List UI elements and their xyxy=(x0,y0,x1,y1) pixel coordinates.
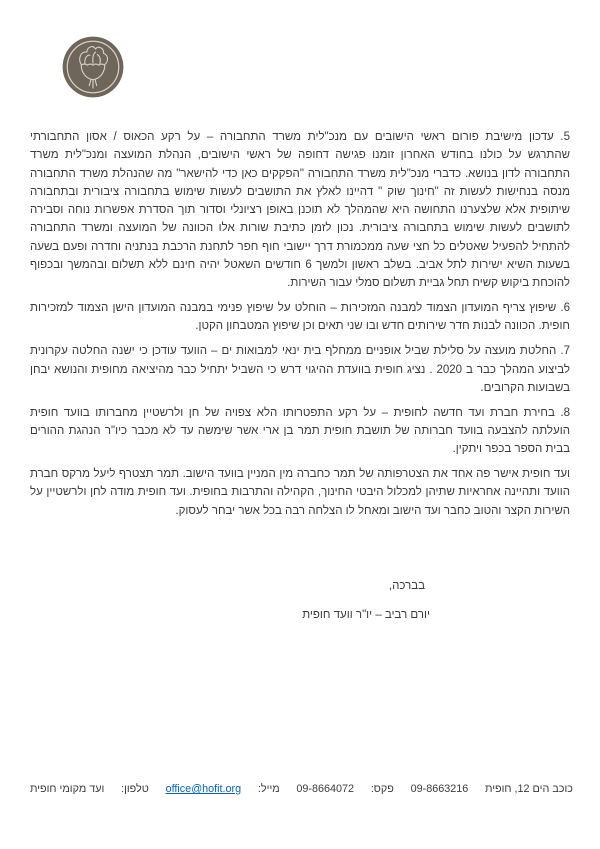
signature-closing: בברכה, xyxy=(388,580,425,592)
text-line: חופית. הכוונה לבנות חדר שירותים חדש ובו שני תאים וכן שיפוץ המטבחון הקטן. xyxy=(195,320,570,333)
hofit-logo-icon xyxy=(62,36,124,98)
text-line: 6. שיפוץ צריף המועדון הצמוד למבנה המזכירות – הוחלט על שיפוץ פנימי במבנה המועדון הישן הצמוד למזכירות xyxy=(30,302,570,315)
text-line: 7. החלטת מועצה על סלילת שביל אופניים ממחלף בית ינאי למבואות ים – הוועד עודכן כי ישנה החלטה עקרונית xyxy=(30,345,570,358)
footer-phone-label: טלפון: xyxy=(121,783,149,795)
footer-email-label: מייל: xyxy=(257,783,280,795)
text-line: שהתרגש על כולנו בחודש האחרון זומנו פגישה דחופה של ראשי הישובים, הנהלת המועצה ומנכ"לית משרד xyxy=(30,149,570,162)
footer-address: כוכב הים 12, חופית xyxy=(485,783,573,795)
text-line: ועד חופית אישר פה אחד את הצטרפותה של תמר כחברה מין המניין בוועד הישוב. תמר תצטרף ליעל מרקס חברת xyxy=(30,468,570,481)
letter-body xyxy=(30,128,570,526)
text-line: השירות הקצר והטוב כחבר ועד הישוב ומאחל לו הצלחה רבה בכל אשר יבחר לעסוק. xyxy=(175,504,570,517)
footer-phone-value: 09-8663216 xyxy=(410,783,469,795)
text-line: מנסה בנחישות לעשות זה "חינוך שוק " דהיינו לאלץ את התושבים לעשות שימוש בתחבורה ציבורית ובתחבורה xyxy=(30,185,570,198)
text-line: 8. בחירת חברת ועד חדשה לחופית – על רקע התפטרותו הלא צפויה של חן ולרשטיין מחברותו בוועד חופית xyxy=(30,406,570,419)
signature-name-title: יורם רביב – יו"ר וועד חופית xyxy=(302,609,430,621)
text-line: להוכחת ביקוש קשיח תחל גביית תשלום סמלי עבור השירות. xyxy=(287,277,570,290)
paragraph-5 xyxy=(30,128,570,293)
text-line: הוועד ותהיינה אחראיות שתיהן למכלול היבטי החינוך, הקהילה והתרבות בחופית. ועד חופית מודה לחן ולרשטיין על xyxy=(30,486,570,499)
text-line: בשבועות הקרובים. xyxy=(480,381,570,394)
text-line: הועלתה להצבעה בוועד חברותה של תושבת חופית תמר בן ארי אשר שימשה עד לא מכבר כיו"ר הנהגת ההורים xyxy=(30,424,570,437)
text-line: להתחיל להפעיל שאטלים כל חצי שעה ממכמורת דרך יישובי חוף חפר לתחנת הרכבת בנתניה וחדרה ופעם בשעה xyxy=(30,240,570,253)
text-line: בבית הספר בכפר ויתקין. xyxy=(452,443,570,456)
text-line: בשעות השיא ישירות לתל אביב. בשלב ראשון ולמשך 6 חודשים השאטל יהיה חינם ללא תשלום ובהמשך ובכפוף xyxy=(30,259,570,272)
paragraph-8 xyxy=(30,404,570,459)
footer-contact-bar xyxy=(30,783,573,795)
text-line: 5. עדכון מישיבת פורום ראשי הישובים עם מנכ"לית משרד התחבורה – על רקע הכאוס / אסון התחבורתי xyxy=(30,131,570,143)
paragraph-6 xyxy=(30,299,570,336)
text-line: לביצוע המהלך כבר ב 2020 . נציג חופית בוועדת ההיגוי דרש כי השביל יתחיל כבר מהיציאה מחופית והנושא יבחן xyxy=(30,363,570,376)
footer-fax-label: פקס: xyxy=(370,783,394,795)
text-line: התחבורה לדון בנושא. כדברי מנכ"לית משרד התחבורה "הפקקים כאן כדי להישאר" מה שהנהלת משרד התחבורה xyxy=(30,167,570,180)
footer-fax-value: 09-8664072 xyxy=(296,783,355,795)
paragraph-7 xyxy=(30,342,570,397)
text-line: לתושבים לעשות שימוש בתחבורה ציבורית. נכון לזמן כתיבת שורות אלו הכוונה של המועצה ומשרד התחבורה xyxy=(30,222,570,235)
footer-org: ועד מקומי חופית xyxy=(30,783,105,795)
paragraph-closing-remarks xyxy=(30,465,570,520)
footer-email-link[interactable]: office@hofit.org xyxy=(165,783,242,795)
text-line: שיתופית אלא שלצערנו התחושה היא שהמהלך לא תוכנן באופן רציונלי וסדור תוך הסדרת אפשרות נוחה וסבירה xyxy=(30,204,570,217)
